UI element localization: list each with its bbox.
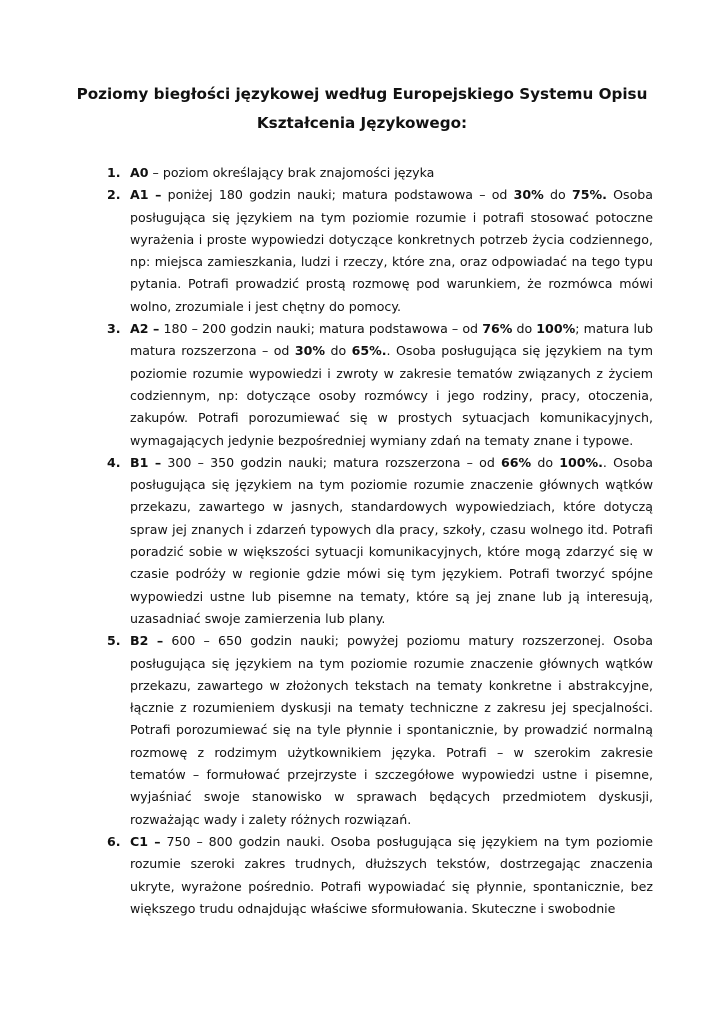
level-description: 750 – 800 godzin nauki. Osoba posługująca się językiem na tym poziomie rozumie szeroki zakres trudnych, dłuższych tekstów, dostrzegając znaczenia ukryte, wyrażone pośrednio. Potrafi wypowiadać się płynnie, spontanicznie, bez większego trudu odnajdując właściwe sformułowania. Skuteczne i swobodnie [130,833,653,916]
level-hours: 180 – 200 godzin nauki; matura podstawowa – od [159,321,483,337]
level-code: A0 [130,165,149,180]
exam-range-separator: do [543,187,572,203]
level-hours: 300 – 350 godzin nauki; matura rozszerzona – od [161,454,501,470]
exam-percent-to: 100%. [559,454,603,470]
level-description: . Osoba posługująca się językiem na tym poziomie rozumie znaczenie głównych wątków przekazu, zawartego w jasnych, standardowych wypowiedziach, które dotyczą spraw jej znanych i zdarzeń typowych dla pracy, szkoły, czasu wolnego itd. Potrafi poradzić sobie w większości sytuacji komunikacyjnych, które mogą zdarzyć się w czasie podróży w regionie gdzie mówi się tym językiem. Potrafi tworzyć spójne wypowiedzi ustne lub pisemne na tematy, które są jej znane lub ją interesują, uzasadniać swoje zamierzenia lub plany. [130,454,653,626]
levels-list [0,162,724,920]
exam-percent-from: 66% [501,454,532,470]
exam-range-separator: do [531,454,560,470]
level-code: A1 – [130,187,162,203]
list-number: 2. [107,187,121,203]
level-description: Osoba posługująca się językiem na tym poziomie rozumie i potrafi stosować potoczne wyrażenia i proste wypowiedzi dotyczące konkretnych potrzeb życia codziennego, np: miejsca zamieszkania, ludzi i rzeczy, które zna, oraz odpowiadać na tego typu pytania. Potrafi prowadzić prostą rozmowę pod warunkiem, że rozmówca mówi wolno, zrozumiale i jest chętny do pomocy. [130,187,653,314]
level-item-a1 [0,184,724,318]
level-item-a2 [0,318,724,452]
list-number: 3. [107,321,121,337]
level-code: C1 – [130,833,161,849]
exam-percent-from: 76% [482,321,513,337]
level-code: B1 – [130,454,162,470]
level-item-b2 [0,630,724,831]
list-number: 5. [107,633,121,649]
level-hours: poniżej 180 godzin nauki; matura podstawowa – od [161,187,514,203]
exam-second-percent-from: 30% [294,343,326,359]
level-code: A2 – [130,321,160,337]
list-number: 6. [107,833,121,849]
level-code: B2 – [130,633,164,649]
exam-second-percent-to: 65%. [351,343,387,359]
exam-percent-to: 100% [536,321,576,337]
exam-second-intro: ; matura lub matura rozszerzona – od [130,321,653,359]
exam-percent-to: 75%. [571,187,607,203]
level-description: . Osoba posługująca się językiem na tym poziomie rozumie wypowiedzi i zwroty w zakresie tematów związanych z życiem codziennym, np: dotyczące osoby rozmówcy i jego rodziny, pracy, otoczenia, zakupów. Potrafi porozumiewać się w prostych sytuacjach komunikacyjnych, wymagających jedynie bezpośredniej wymiany zdań na tematy znane i typowe. [130,343,653,448]
exam-second-range-separator: do [325,343,352,359]
list-number: 1. [107,165,121,180]
page-title: Poziomy biegłości językowej według Europejskiego Systemu Opisu Kształcenia Językowego: [76,85,648,132]
level-item-a0 [0,162,724,184]
list-number: 4. [107,454,121,470]
exam-range-separator: do [512,321,537,337]
level-item-b1 [0,452,724,630]
exam-percent-from: 30% [513,187,544,203]
level-description: – poziom określający brak znajomości języka [148,165,435,180]
level-item-c1 [0,831,724,920]
level-description: 600 – 650 godzin nauki; powyżej poziomu matury rozszerzonej. Osoba posługująca się językiem na tym poziomie rozumie znaczenie głównych wątków przekazu, zawartego w złożonych tekstach na tematy konkretne i abstrakcyjne, łącznie z rozumieniem dyskusji na tematy techniczne z zakresu jej specjalności. Potrafi porozumiewać się na tyle płynnie i spontanicznie, by prowadzić normalną rozmowę z rodzimym użytkownikiem języka. Potrafi – w szerokim zakresie tematów – formułować przejrzyste i szczegółowe wypowiedzi ustne i pisemne, wyjaśniać swoje stanowisko w sprawach będących przedmiotem dyskusji, rozważając wady i zalety różnych rozwiązań. [130,633,654,827]
